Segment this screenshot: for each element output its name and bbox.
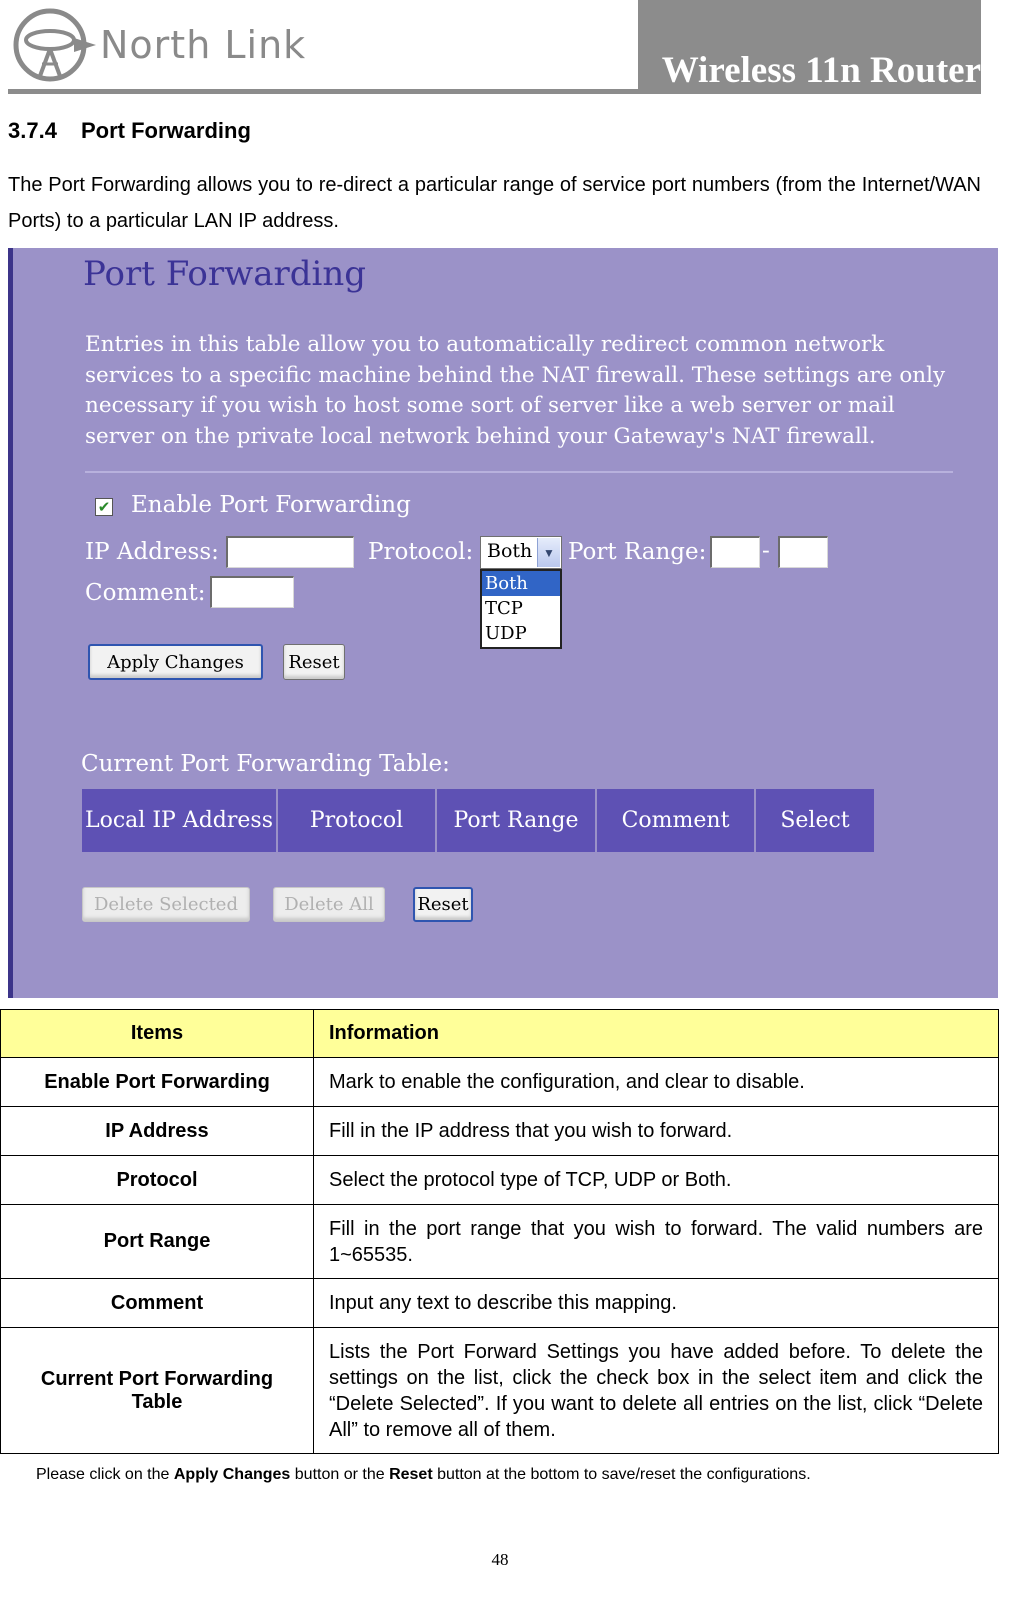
row-item: Current Port Forwarding Table (1, 1328, 314, 1454)
table-row (1, 1205, 999, 1279)
screenshot-title: Port Forwarding (83, 254, 367, 294)
delete-selected-button[interactable]: Delete Selected (82, 887, 250, 922)
current-table-title: Current Port Forwarding Table: (81, 751, 450, 777)
protocol-option-udp[interactable]: UDP (485, 623, 527, 644)
row-info: Fill in the port range that you wish to forward. The valid numbers are 1~65535. (314, 1205, 999, 1279)
table-row (1, 1279, 999, 1328)
table-row (1, 1107, 999, 1156)
table-reset-button[interactable]: Reset (413, 887, 473, 922)
port-range-start-input[interactable] (710, 536, 760, 568)
satellite-dish-icon (12, 4, 98, 86)
ip-address-input[interactable] (226, 536, 354, 568)
row-info: Lists the Port Forward Settings you have added before. To delete the settings on the list, click the check box in the select item and click the “Delete Selected”. If you want to delete all entries on the list, click “Delete All” to remove all of them. (314, 1328, 999, 1454)
table-row (1, 1058, 999, 1107)
header-title-box (638, 0, 981, 94)
column-select: Select (756, 789, 874, 852)
port-range-end-input[interactable] (778, 536, 828, 568)
save-reset-note (36, 1466, 811, 1484)
protocol-selected-value: Both (487, 540, 533, 562)
column-comment: Comment (597, 789, 754, 852)
port-forwarding-screenshot (8, 248, 998, 998)
brand-logo (12, 4, 312, 86)
note-middle: button or the (290, 1466, 390, 1483)
comment-input[interactable] (210, 576, 294, 608)
reset-button[interactable]: Reset (283, 644, 345, 680)
row-item: Enable Port Forwarding (1, 1058, 314, 1107)
port-range-label: Port Range: (568, 539, 707, 565)
column-port-range: Port Range (437, 789, 595, 852)
note-suffix: button at the bottom to save/reset the configurations. (432, 1466, 811, 1483)
row-info: Input any text to describe this mapping. (314, 1279, 999, 1328)
table-header-row (1, 1010, 999, 1058)
header-items: Items (1, 1010, 314, 1058)
screenshot-separator (85, 471, 953, 473)
protocol-select[interactable] (480, 536, 562, 569)
section-heading (8, 118, 251, 144)
chevron-down-icon[interactable]: ▼ (537, 538, 560, 567)
page-number: 48 (491, 1550, 509, 1569)
row-item: Protocol (1, 1156, 314, 1205)
protocol-option-tcp[interactable]: TCP (485, 598, 523, 619)
page-header (8, 0, 981, 95)
row-item: Port Range (1, 1205, 314, 1279)
enable-port-forwarding-checkbox[interactable] (95, 498, 113, 516)
note-prefix: Please click on the (36, 1466, 174, 1483)
protocol-label: Protocol: (368, 539, 474, 565)
comment-label: Comment: (85, 580, 206, 606)
port-range-separator: - (762, 538, 770, 564)
section-number: 3.7.4 (8, 118, 57, 143)
enable-port-forwarding-label: Enable Port Forwarding (131, 492, 411, 518)
column-protocol: Protocol (278, 789, 435, 852)
column-local-ip-address: Local IP Address (82, 789, 276, 852)
logo-text: North Link (100, 23, 307, 67)
header-title: Wireless 11n Router (661, 50, 981, 91)
row-info: Select the protocol type of TCP, UDP or Both. (314, 1156, 999, 1205)
table-row (1, 1328, 999, 1454)
protocol-dropdown-list (480, 569, 562, 649)
note-reset: Reset (389, 1466, 433, 1483)
ip-address-label: IP Address: (85, 539, 219, 565)
row-info: Mark to enable the configuration, and clear to disable. (314, 1058, 999, 1107)
header-information: Information (314, 1010, 999, 1058)
screenshot-description: Entries in this table allow you to automatically redirect common network services to a specific machine behind the NAT firewall. These settings are only necessary if you wish to host some sort of server like a web server or mail server on the private local network behind your Gateway's NAT firewall. (85, 332, 946, 449)
apply-changes-button[interactable]: Apply Changes (88, 644, 263, 680)
table-row (1, 1156, 999, 1205)
note-apply: Apply Changes (173, 1466, 291, 1483)
row-info: Fill in the IP address that you wish to forward. (314, 1107, 999, 1156)
row-item: Comment (1, 1279, 314, 1328)
section-title: Port Forwarding (81, 118, 251, 143)
section-intro: The Port Forwarding allows you to re-direct a particular range of service port numbers (from the Internet/WAN Ports) to a particular LAN IP address. (8, 174, 981, 232)
protocol-option-both[interactable]: Both (482, 571, 560, 596)
items-info-table (0, 1009, 999, 1454)
row-item: IP Address (1, 1107, 314, 1156)
checkmark-icon: ✔ (97, 498, 111, 516)
delete-all-button[interactable]: Delete All (273, 887, 385, 922)
